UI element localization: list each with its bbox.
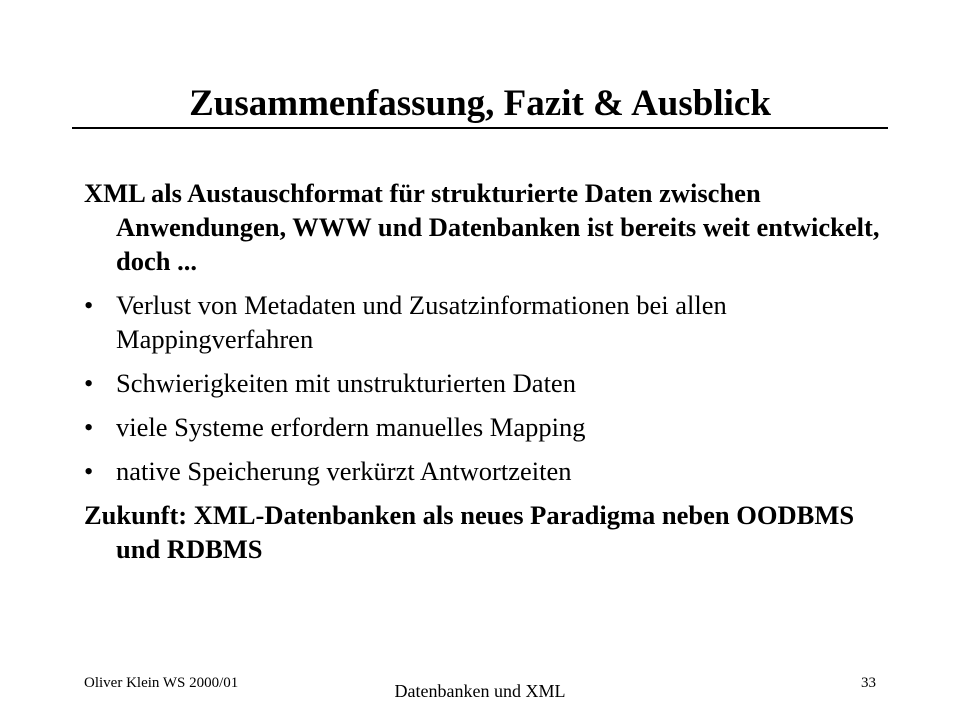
bullet-item: [84, 288, 884, 356]
page-number: 33: [861, 675, 876, 691]
bullet-item: [84, 410, 884, 444]
bullet-text: native Speicherung verkürzt Antwortzeiten: [116, 456, 572, 486]
bullet-text: Schwierigkeiten mit unstrukturierten Daten: [116, 368, 576, 398]
title-divider: [72, 127, 888, 129]
bullet-icon: •: [84, 456, 94, 486]
bullet-text: viele Systeme erfordern manuelles Mapping: [116, 412, 586, 442]
slide-body: [84, 176, 884, 566]
outlook-paragraph: Zukunft: XML-Datenbanken als neues Paradigma neben OODBMS und RDBMS: [84, 500, 855, 564]
slide-title: Zusammenfassung, Fazit & Ausblick: [189, 83, 771, 124]
bullet-item: [84, 366, 884, 400]
footer-topic: Datenbanken und XML: [394, 681, 566, 701]
bullet-icon: •: [84, 368, 94, 398]
footer-author: Oliver Klein WS 2000/01: [84, 675, 239, 691]
intro-paragraph: XML als Austauschformat für strukturierte Daten zwischen Anwendungen, WWW und Datenbanken ist bereits weit entwickelt, doch ...: [84, 178, 880, 276]
bullet-item: [84, 454, 884, 488]
bullet-text: Verlust von Metadaten und Zusatzinformationen bei allen Mappingverfahren: [116, 290, 727, 354]
bullet-icon: •: [84, 412, 94, 442]
bullet-icon: •: [84, 290, 94, 320]
